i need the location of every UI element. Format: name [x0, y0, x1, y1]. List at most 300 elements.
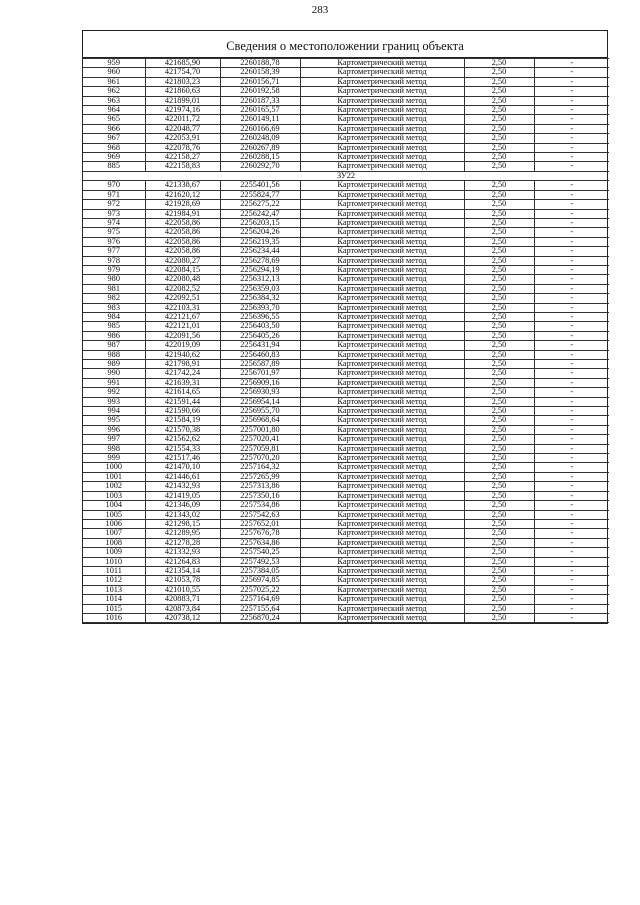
- method-cell: Картометрический метод: [300, 124, 464, 133]
- x-coordinate-cell: 422058,86: [145, 247, 220, 256]
- table-row: [83, 294, 609, 303]
- point-number-cell: 963: [83, 96, 145, 105]
- x-coordinate-cell: 421590,66: [145, 407, 220, 416]
- point-number-cell: 1016: [83, 613, 145, 622]
- method-cell: Картометрический метод: [300, 153, 464, 162]
- note-cell: -: [534, 519, 609, 528]
- point-number-cell: 976: [83, 237, 145, 246]
- point-number-cell: 975: [83, 228, 145, 237]
- note-cell: -: [534, 604, 609, 613]
- x-coordinate-cell: 422084,15: [145, 265, 220, 274]
- x-coordinate-cell: 421742,24: [145, 369, 220, 378]
- method-cell: Картометрический метод: [300, 595, 464, 604]
- method-cell: Картометрический метод: [300, 435, 464, 444]
- y-coordinate-cell: 2256203,15: [220, 218, 300, 227]
- point-number-cell: 990: [83, 369, 145, 378]
- note-cell: -: [534, 341, 609, 350]
- x-coordinate-cell: 421798,91: [145, 360, 220, 369]
- y-coordinate-cell: 2257492,53: [220, 557, 300, 566]
- x-coordinate-cell: 421346,09: [145, 501, 220, 510]
- precision-cell: 2,50: [464, 134, 534, 143]
- method-cell: Картометрический метод: [300, 312, 464, 321]
- point-number-cell: 960: [83, 68, 145, 77]
- table-row: [83, 59, 609, 68]
- precision-cell: 2,50: [464, 143, 534, 152]
- y-coordinate-cell: 2257350,16: [220, 491, 300, 500]
- point-number-cell: 970: [83, 181, 145, 190]
- note-cell: -: [534, 275, 609, 284]
- table-row: [83, 200, 609, 209]
- method-cell: Картометрический метод: [300, 341, 464, 350]
- note-cell: -: [534, 435, 609, 444]
- note-cell: -: [534, 491, 609, 500]
- note-cell: -: [534, 106, 609, 115]
- table-row: [83, 557, 609, 566]
- point-number-cell: 984: [83, 312, 145, 321]
- x-coordinate-cell: 421446,61: [145, 472, 220, 481]
- y-coordinate-cell: 2260149,11: [220, 115, 300, 124]
- note-cell: -: [534, 501, 609, 510]
- note-cell: -: [534, 566, 609, 575]
- precision-cell: 2,50: [464, 519, 534, 528]
- method-cell: Картометрический метод: [300, 143, 464, 152]
- precision-cell: 2,50: [464, 378, 534, 387]
- precision-cell: 2,50: [464, 491, 534, 500]
- point-number-cell: 1014: [83, 595, 145, 604]
- point-number-cell: 961: [83, 77, 145, 86]
- x-coordinate-cell: 422048,77: [145, 124, 220, 133]
- precision-cell: 2,50: [464, 585, 534, 594]
- x-coordinate-cell: 421343,02: [145, 510, 220, 519]
- table-row: [83, 538, 609, 547]
- table-row: [83, 463, 609, 472]
- table-row: [83, 472, 609, 481]
- x-coordinate-cell: 421332,93: [145, 548, 220, 557]
- point-number-cell: 1009: [83, 548, 145, 557]
- x-coordinate-cell: 421984,91: [145, 209, 220, 218]
- precision-cell: 2,50: [464, 604, 534, 613]
- precision-cell: 2,50: [464, 435, 534, 444]
- precision-cell: 2,50: [464, 162, 534, 171]
- point-number-cell: 1012: [83, 576, 145, 585]
- x-coordinate-cell: 421298,15: [145, 519, 220, 528]
- point-number-cell: 989: [83, 360, 145, 369]
- y-coordinate-cell: 2260166,69: [220, 124, 300, 133]
- note-cell: -: [534, 96, 609, 105]
- x-coordinate-cell: 421591,44: [145, 397, 220, 406]
- note-cell: -: [534, 444, 609, 453]
- x-coordinate-cell: 422121,67: [145, 312, 220, 321]
- y-coordinate-cell: 2256234,44: [220, 247, 300, 256]
- table-row: [83, 275, 609, 284]
- method-cell: Картометрический метод: [300, 369, 464, 378]
- note-cell: -: [534, 200, 609, 209]
- table-row: [83, 77, 609, 86]
- point-number-cell: 1006: [83, 519, 145, 528]
- y-coordinate-cell: 2256242,47: [220, 209, 300, 218]
- y-coordinate-cell: 2256909,16: [220, 378, 300, 387]
- y-coordinate-cell: 2257676,78: [220, 529, 300, 538]
- method-cell: Картометрический метод: [300, 59, 464, 68]
- point-number-cell: 1010: [83, 557, 145, 566]
- table-row: [83, 416, 609, 425]
- precision-cell: 2,50: [464, 153, 534, 162]
- note-cell: -: [534, 68, 609, 77]
- y-coordinate-cell: 2257070,20: [220, 454, 300, 463]
- note-cell: -: [534, 595, 609, 604]
- note-cell: -: [534, 472, 609, 481]
- y-coordinate-cell: 2257025,22: [220, 585, 300, 594]
- precision-cell: 2,50: [464, 388, 534, 397]
- note-cell: -: [534, 425, 609, 434]
- method-cell: Картометрический метод: [300, 303, 464, 312]
- point-number-cell: 986: [83, 331, 145, 340]
- y-coordinate-cell: 2257164,69: [220, 595, 300, 604]
- y-coordinate-cell: 2257542,63: [220, 510, 300, 519]
- table-row: [83, 106, 609, 115]
- x-coordinate-cell: 422080,27: [145, 256, 220, 265]
- point-number-cell: 988: [83, 350, 145, 359]
- y-coordinate-cell: 2260192,58: [220, 87, 300, 96]
- point-number-cell: 1008: [83, 538, 145, 547]
- y-coordinate-cell: 2260288,15: [220, 153, 300, 162]
- note-cell: -: [534, 538, 609, 547]
- table-row: [83, 134, 609, 143]
- method-cell: Картометрический метод: [300, 463, 464, 472]
- note-cell: -: [534, 228, 609, 237]
- point-number-cell: 997: [83, 435, 145, 444]
- point-number-cell: 1015: [83, 604, 145, 613]
- precision-cell: 2,50: [464, 322, 534, 331]
- method-cell: Картометрический метод: [300, 538, 464, 547]
- note-cell: -: [534, 407, 609, 416]
- precision-cell: 2,50: [464, 181, 534, 190]
- table-row: [83, 519, 609, 528]
- precision-cell: 2,50: [464, 425, 534, 434]
- precision-cell: 2,50: [464, 275, 534, 284]
- x-coordinate-cell: 421614,65: [145, 388, 220, 397]
- y-coordinate-cell: 2257265,99: [220, 472, 300, 481]
- precision-cell: 2,50: [464, 444, 534, 453]
- method-cell: Картометрический метод: [300, 407, 464, 416]
- y-coordinate-cell: 2257534,86: [220, 501, 300, 510]
- precision-cell: 2,50: [464, 59, 534, 68]
- x-coordinate-cell: 421354,14: [145, 566, 220, 575]
- point-number-cell: 985: [83, 322, 145, 331]
- point-number-cell: 978: [83, 256, 145, 265]
- y-coordinate-cell: 2256384,32: [220, 294, 300, 303]
- x-coordinate-cell: 422053,91: [145, 134, 220, 143]
- note-cell: -: [534, 312, 609, 321]
- y-coordinate-cell: 2256405,26: [220, 331, 300, 340]
- table-row: [83, 256, 609, 265]
- precision-cell: 2,50: [464, 576, 534, 585]
- y-coordinate-cell: 2257020,41: [220, 435, 300, 444]
- method-cell: Картометрический метод: [300, 331, 464, 340]
- y-coordinate-cell: 2256974,85: [220, 576, 300, 585]
- x-coordinate-cell: 422058,86: [145, 237, 220, 246]
- x-coordinate-cell: 422082,52: [145, 284, 220, 293]
- point-number-cell: 1001: [83, 472, 145, 481]
- note-cell: -: [534, 482, 609, 491]
- method-cell: Картометрический метод: [300, 388, 464, 397]
- x-coordinate-cell: 420873,84: [145, 604, 220, 613]
- precision-cell: 2,50: [464, 237, 534, 246]
- precision-cell: 2,50: [464, 613, 534, 622]
- table-row: [83, 595, 609, 604]
- method-cell: Картометрический метод: [300, 378, 464, 387]
- note-cell: -: [534, 378, 609, 387]
- point-number-cell: 962: [83, 87, 145, 96]
- note-cell: -: [534, 613, 609, 622]
- x-coordinate-cell: 421803,23: [145, 77, 220, 86]
- x-coordinate-cell: 421928,69: [145, 200, 220, 209]
- method-cell: Картометрический метод: [300, 482, 464, 491]
- table-row: [83, 369, 609, 378]
- point-number-cell: 987: [83, 341, 145, 350]
- precision-cell: 2,50: [464, 595, 534, 604]
- x-coordinate-cell: 422092,51: [145, 294, 220, 303]
- table-row: [83, 341, 609, 350]
- point-number-cell: 1007: [83, 529, 145, 538]
- point-number-cell: 966: [83, 124, 145, 133]
- x-coordinate-cell: 421419,05: [145, 491, 220, 500]
- point-number-cell: 885: [83, 162, 145, 171]
- table-row: [83, 491, 609, 500]
- point-number-cell: 1002: [83, 482, 145, 491]
- x-coordinate-cell: 421620,12: [145, 190, 220, 199]
- precision-cell: 2,50: [464, 218, 534, 227]
- table-row: [83, 153, 609, 162]
- table-row: [83, 454, 609, 463]
- table-row: [83, 96, 609, 105]
- method-cell: Картометрический метод: [300, 134, 464, 143]
- precision-cell: 2,50: [464, 265, 534, 274]
- table-row: [83, 388, 609, 397]
- x-coordinate-cell: 422080,48: [145, 275, 220, 284]
- precision-cell: 2,50: [464, 360, 534, 369]
- point-number-cell: 980: [83, 275, 145, 284]
- precision-cell: 2,50: [464, 77, 534, 86]
- precision-cell: 2,50: [464, 124, 534, 133]
- point-number-cell: 983: [83, 303, 145, 312]
- y-coordinate-cell: 2256359,03: [220, 284, 300, 293]
- note-cell: -: [534, 256, 609, 265]
- y-coordinate-cell: 2256393,70: [220, 303, 300, 312]
- x-coordinate-cell: 421010,55: [145, 585, 220, 594]
- y-coordinate-cell: 2260267,89: [220, 143, 300, 152]
- y-coordinate-cell: 2260188,78: [220, 59, 300, 68]
- note-cell: -: [534, 134, 609, 143]
- method-cell: Картометрический метод: [300, 350, 464, 359]
- point-number-cell: 1000: [83, 463, 145, 472]
- table-row: [83, 303, 609, 312]
- method-cell: Картометрический метод: [300, 106, 464, 115]
- note-cell: -: [534, 153, 609, 162]
- y-coordinate-cell: 2256403,50: [220, 322, 300, 331]
- y-coordinate-cell: 2257652,01: [220, 519, 300, 528]
- table-row: [83, 331, 609, 340]
- table-row: [83, 444, 609, 453]
- table-row: [83, 576, 609, 585]
- y-coordinate-cell: 2256312,13: [220, 275, 300, 284]
- precision-cell: 2,50: [464, 397, 534, 406]
- method-cell: Картометрический метод: [300, 454, 464, 463]
- point-number-cell: 964: [83, 106, 145, 115]
- y-coordinate-cell: 2257313,86: [220, 482, 300, 491]
- point-number-cell: 969: [83, 153, 145, 162]
- table-row: [83, 190, 609, 199]
- precision-cell: 2,50: [464, 501, 534, 510]
- note-cell: -: [534, 416, 609, 425]
- y-coordinate-cell: 2257384,05: [220, 566, 300, 575]
- table-row: [83, 87, 609, 96]
- table-row: [83, 529, 609, 538]
- y-coordinate-cell: 2255401,56: [220, 181, 300, 190]
- method-cell: Картометрический метод: [300, 510, 464, 519]
- table-row: [83, 566, 609, 575]
- note-cell: -: [534, 557, 609, 566]
- table-row: [83, 613, 609, 622]
- method-cell: Картометрический метод: [300, 585, 464, 594]
- x-coordinate-cell: 422058,86: [145, 218, 220, 227]
- x-coordinate-cell: 422019,09: [145, 341, 220, 350]
- y-coordinate-cell: 2256930,93: [220, 388, 300, 397]
- point-number-cell: 1003: [83, 491, 145, 500]
- precision-cell: 2,50: [464, 294, 534, 303]
- table-row: [83, 181, 609, 190]
- note-cell: -: [534, 247, 609, 256]
- x-coordinate-cell: 422058,86: [145, 228, 220, 237]
- method-cell: Картометрический метод: [300, 519, 464, 528]
- table-row: [83, 284, 609, 293]
- method-cell: Картометрический метод: [300, 87, 464, 96]
- y-coordinate-cell: 2256278,69: [220, 256, 300, 265]
- x-coordinate-cell: 421860,63: [145, 87, 220, 96]
- x-coordinate-cell: 422121,01: [145, 322, 220, 331]
- boundary-info-frame: [82, 30, 608, 624]
- method-cell: Картометрический метод: [300, 247, 464, 256]
- table-row: [83, 265, 609, 274]
- y-coordinate-cell: 2256968,64: [220, 416, 300, 425]
- method-cell: Картометрический метод: [300, 115, 464, 124]
- x-coordinate-cell: 421754,70: [145, 68, 220, 77]
- point-number-cell: 995: [83, 416, 145, 425]
- precision-cell: 2,50: [464, 407, 534, 416]
- note-cell: -: [534, 265, 609, 274]
- precision-cell: 2,50: [464, 284, 534, 293]
- method-cell: Картометрический метод: [300, 209, 464, 218]
- precision-cell: 2,50: [464, 529, 534, 538]
- note-cell: -: [534, 209, 609, 218]
- method-cell: Картометрический метод: [300, 228, 464, 237]
- table-row: [83, 548, 609, 557]
- note-cell: -: [534, 162, 609, 171]
- document-title: Сведения о местоположении границ объекта: [83, 31, 607, 58]
- table-row: [83, 350, 609, 359]
- x-coordinate-cell: 421639,31: [145, 378, 220, 387]
- precision-cell: 2,50: [464, 482, 534, 491]
- x-coordinate-cell: 421517,46: [145, 454, 220, 463]
- point-number-cell: 971: [83, 190, 145, 199]
- y-coordinate-cell: 2256219,35: [220, 237, 300, 246]
- precision-cell: 2,50: [464, 256, 534, 265]
- precision-cell: 2,50: [464, 115, 534, 124]
- precision-cell: 2,50: [464, 312, 534, 321]
- note-cell: -: [534, 548, 609, 557]
- point-number-cell: 968: [83, 143, 145, 152]
- y-coordinate-cell: 2260156,71: [220, 77, 300, 86]
- x-coordinate-cell: 421584,19: [145, 416, 220, 425]
- table-row: [83, 585, 609, 594]
- note-cell: -: [534, 218, 609, 227]
- x-coordinate-cell: 421974,16: [145, 106, 220, 115]
- table-row: [83, 322, 609, 331]
- x-coordinate-cell: 421432,93: [145, 482, 220, 491]
- coordinates-table-body: [83, 59, 609, 623]
- x-coordinate-cell: 420883,71: [145, 595, 220, 604]
- method-cell: Картометрический метод: [300, 256, 464, 265]
- precision-cell: 2,50: [464, 106, 534, 115]
- table-row: [83, 397, 609, 406]
- method-cell: Картометрический метод: [300, 200, 464, 209]
- method-cell: Картометрический метод: [300, 491, 464, 500]
- point-number-cell: 999: [83, 454, 145, 463]
- x-coordinate-cell: 421899,01: [145, 96, 220, 105]
- x-coordinate-cell: 422091,56: [145, 331, 220, 340]
- note-cell: -: [534, 190, 609, 199]
- y-coordinate-cell: 2260292,70: [220, 162, 300, 171]
- y-coordinate-cell: 2256460,83: [220, 350, 300, 359]
- y-coordinate-cell: 2255824,77: [220, 190, 300, 199]
- note-cell: -: [534, 294, 609, 303]
- note-cell: -: [534, 237, 609, 246]
- point-number-cell: 992: [83, 388, 145, 397]
- point-number-cell: 977: [83, 247, 145, 256]
- y-coordinate-cell: 2260158,39: [220, 68, 300, 77]
- precision-cell: 2,50: [464, 247, 534, 256]
- note-cell: -: [534, 360, 609, 369]
- table-row: [83, 209, 609, 218]
- point-number-cell: 959: [83, 59, 145, 68]
- note-cell: -: [534, 143, 609, 152]
- x-coordinate-cell: 422103,31: [145, 303, 220, 312]
- precision-cell: 2,50: [464, 463, 534, 472]
- precision-cell: 2,50: [464, 472, 534, 481]
- point-number-cell: 979: [83, 265, 145, 274]
- precision-cell: 2,50: [464, 228, 534, 237]
- point-number-cell: 982: [83, 294, 145, 303]
- x-coordinate-cell: 421338,67: [145, 181, 220, 190]
- x-coordinate-cell: 421685,90: [145, 59, 220, 68]
- x-coordinate-cell: 421562,62: [145, 435, 220, 444]
- x-coordinate-cell: 422078,76: [145, 143, 220, 152]
- x-coordinate-cell: 421264,83: [145, 557, 220, 566]
- note-cell: -: [534, 529, 609, 538]
- x-coordinate-cell: 421470,10: [145, 463, 220, 472]
- method-cell: Картометрический метод: [300, 190, 464, 199]
- precision-cell: 2,50: [464, 416, 534, 425]
- x-coordinate-cell: 422158,27: [145, 153, 220, 162]
- method-cell: Картометрический метод: [300, 501, 464, 510]
- table-row: [83, 237, 609, 246]
- y-coordinate-cell: 2257164,32: [220, 463, 300, 472]
- table-row: [83, 247, 609, 256]
- point-number-cell: 993: [83, 397, 145, 406]
- table-row: [83, 115, 609, 124]
- y-coordinate-cell: 2257059,81: [220, 444, 300, 453]
- section-row: [83, 171, 609, 180]
